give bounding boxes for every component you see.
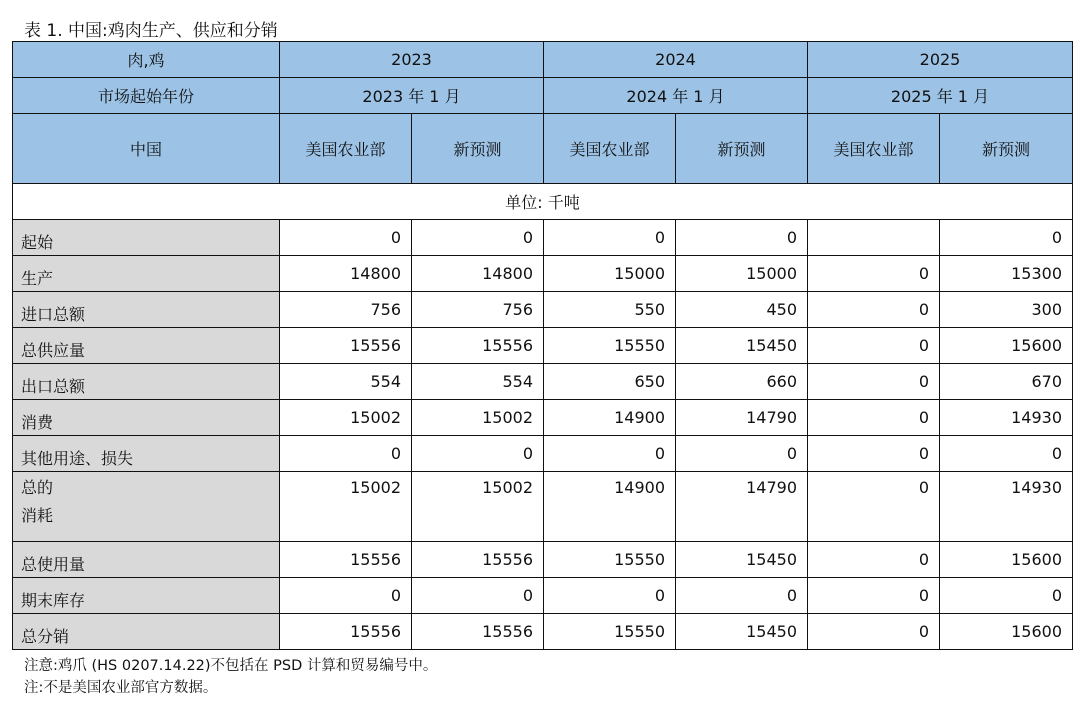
table-cell: 450 bbox=[676, 292, 808, 328]
table-cell: 0 bbox=[808, 364, 940, 400]
table-cell: 15550 bbox=[544, 614, 676, 650]
table-cell bbox=[808, 220, 940, 256]
table-cell: 15450 bbox=[676, 328, 808, 364]
table-cell: 0 bbox=[544, 578, 676, 614]
table-row bbox=[13, 400, 1073, 436]
table-cell: 0 bbox=[940, 436, 1073, 472]
start-2024: 2024 年 1 月 bbox=[544, 78, 808, 114]
table-cell: 15600 bbox=[940, 614, 1073, 650]
row-label: 总的 消耗 bbox=[13, 472, 280, 542]
src-2025: 美国农业部 bbox=[808, 114, 940, 184]
start-2023: 2023 年 1 月 bbox=[280, 78, 544, 114]
table-cell: 15556 bbox=[412, 542, 544, 578]
table-cell: 15002 bbox=[412, 472, 544, 542]
table-cell: 14900 bbox=[544, 472, 676, 542]
table-cell: 0 bbox=[676, 220, 808, 256]
unit-row bbox=[13, 184, 1073, 220]
row-label: 期末库存 bbox=[13, 578, 280, 614]
src-2024: 美国农业部 bbox=[544, 114, 676, 184]
table-row bbox=[13, 542, 1073, 578]
table-cell: 15556 bbox=[280, 328, 412, 364]
table-cell: 0 bbox=[940, 578, 1073, 614]
table-row bbox=[13, 364, 1073, 400]
table-cell: 0 bbox=[676, 578, 808, 614]
table-cell: 15556 bbox=[280, 614, 412, 650]
table-cell: 0 bbox=[280, 578, 412, 614]
table-cell: 15450 bbox=[676, 542, 808, 578]
header-source-row bbox=[13, 114, 1073, 184]
table-caption: 表 1. 中国:鸡肉生产、供应和分销 bbox=[24, 21, 278, 41]
new-2023: 新预测 bbox=[412, 114, 544, 184]
table-cell: 15556 bbox=[412, 614, 544, 650]
table-cell: 0 bbox=[808, 400, 940, 436]
year-header-2024: 2024 bbox=[544, 42, 808, 78]
commodity-header: 肉,鸡 bbox=[13, 42, 280, 78]
table-row bbox=[13, 614, 1073, 650]
start-2025: 2025 年 1 月 bbox=[808, 78, 1073, 114]
table-cell: 650 bbox=[544, 364, 676, 400]
table-cell: 14800 bbox=[412, 256, 544, 292]
header-start-row bbox=[13, 78, 1073, 114]
table-row bbox=[13, 578, 1073, 614]
table-cell: 756 bbox=[280, 292, 412, 328]
table-cell: 670 bbox=[940, 364, 1073, 400]
row-label: 总分销 bbox=[13, 614, 280, 650]
row-label: 进口总额 bbox=[13, 292, 280, 328]
table-cell: 15600 bbox=[940, 542, 1073, 578]
row-label: 其他用途、损失 bbox=[13, 436, 280, 472]
header-year-row bbox=[13, 42, 1073, 78]
table-cell: 660 bbox=[676, 364, 808, 400]
table-row bbox=[13, 256, 1073, 292]
table-cell: 14930 bbox=[940, 400, 1073, 436]
year-header-2025: 2025 bbox=[808, 42, 1073, 78]
table-row bbox=[13, 220, 1073, 256]
unit-label: 单位: 千吨 bbox=[13, 184, 1073, 220]
table-cell: 0 bbox=[808, 578, 940, 614]
table-cell: 0 bbox=[808, 256, 940, 292]
table-cell: 15000 bbox=[676, 256, 808, 292]
table-row bbox=[13, 472, 1073, 542]
table-cell: 756 bbox=[412, 292, 544, 328]
table-cell: 300 bbox=[940, 292, 1073, 328]
table-cell: 0 bbox=[280, 220, 412, 256]
table-cell: 15000 bbox=[544, 256, 676, 292]
src-2023: 美国农业部 bbox=[280, 114, 412, 184]
table-cell: 0 bbox=[412, 220, 544, 256]
table-cell: 15002 bbox=[412, 400, 544, 436]
table-cell: 15600 bbox=[940, 328, 1073, 364]
table-cell: 0 bbox=[544, 220, 676, 256]
table-cell: 0 bbox=[808, 542, 940, 578]
row-label: 总供应量 bbox=[13, 328, 280, 364]
market-start-header: 市场起始年份 bbox=[13, 78, 280, 114]
table-cell: 0 bbox=[808, 614, 940, 650]
table-cell: 14800 bbox=[280, 256, 412, 292]
table-cell: 15556 bbox=[280, 542, 412, 578]
row-label: 生产 bbox=[13, 256, 280, 292]
table-cell: 0 bbox=[544, 436, 676, 472]
new-2024: 新预测 bbox=[676, 114, 808, 184]
table-cell: 0 bbox=[412, 436, 544, 472]
table-cell: 15550 bbox=[544, 542, 676, 578]
table-cell: 0 bbox=[412, 578, 544, 614]
table-cell: 0 bbox=[676, 436, 808, 472]
table-cell: 0 bbox=[940, 220, 1073, 256]
table-cell: 15300 bbox=[940, 256, 1073, 292]
new-2025: 新预测 bbox=[940, 114, 1073, 184]
row-label: 消费 bbox=[13, 400, 280, 436]
table-cell: 554 bbox=[280, 364, 412, 400]
table-cell: 14790 bbox=[676, 400, 808, 436]
table-cell: 0 bbox=[808, 436, 940, 472]
table-cell: 14930 bbox=[940, 472, 1073, 542]
table-row bbox=[13, 328, 1073, 364]
table-cell: 554 bbox=[412, 364, 544, 400]
row-label: 出口总额 bbox=[13, 364, 280, 400]
table-cell: 15002 bbox=[280, 472, 412, 542]
note-2: 注:不是美国农业部官方数据。 bbox=[24, 680, 218, 696]
year-header-2023: 2023 bbox=[280, 42, 544, 78]
table-cell: 14900 bbox=[544, 400, 676, 436]
table-row bbox=[13, 436, 1073, 472]
country-header: 中国 bbox=[13, 114, 280, 184]
table-cell: 15550 bbox=[544, 328, 676, 364]
notes bbox=[24, 655, 437, 699]
row-label: 起始 bbox=[13, 220, 280, 256]
table-cell: 15450 bbox=[676, 614, 808, 650]
note-1: 注意:鸡爪 (HS 0207.14.22)不包括在 PSD 计算和贸易编号中。 bbox=[24, 658, 438, 674]
psd-table bbox=[12, 41, 1073, 650]
table-cell: 0 bbox=[280, 436, 412, 472]
row-label: 总使用量 bbox=[13, 542, 280, 578]
table-cell: 550 bbox=[544, 292, 676, 328]
table-cell: 0 bbox=[808, 292, 940, 328]
table-cell: 15556 bbox=[412, 328, 544, 364]
table-cell: 0 bbox=[808, 328, 940, 364]
table-cell: 15002 bbox=[280, 400, 412, 436]
table-cell: 14790 bbox=[676, 472, 808, 542]
table-row bbox=[13, 292, 1073, 328]
table-cell: 0 bbox=[808, 472, 940, 542]
